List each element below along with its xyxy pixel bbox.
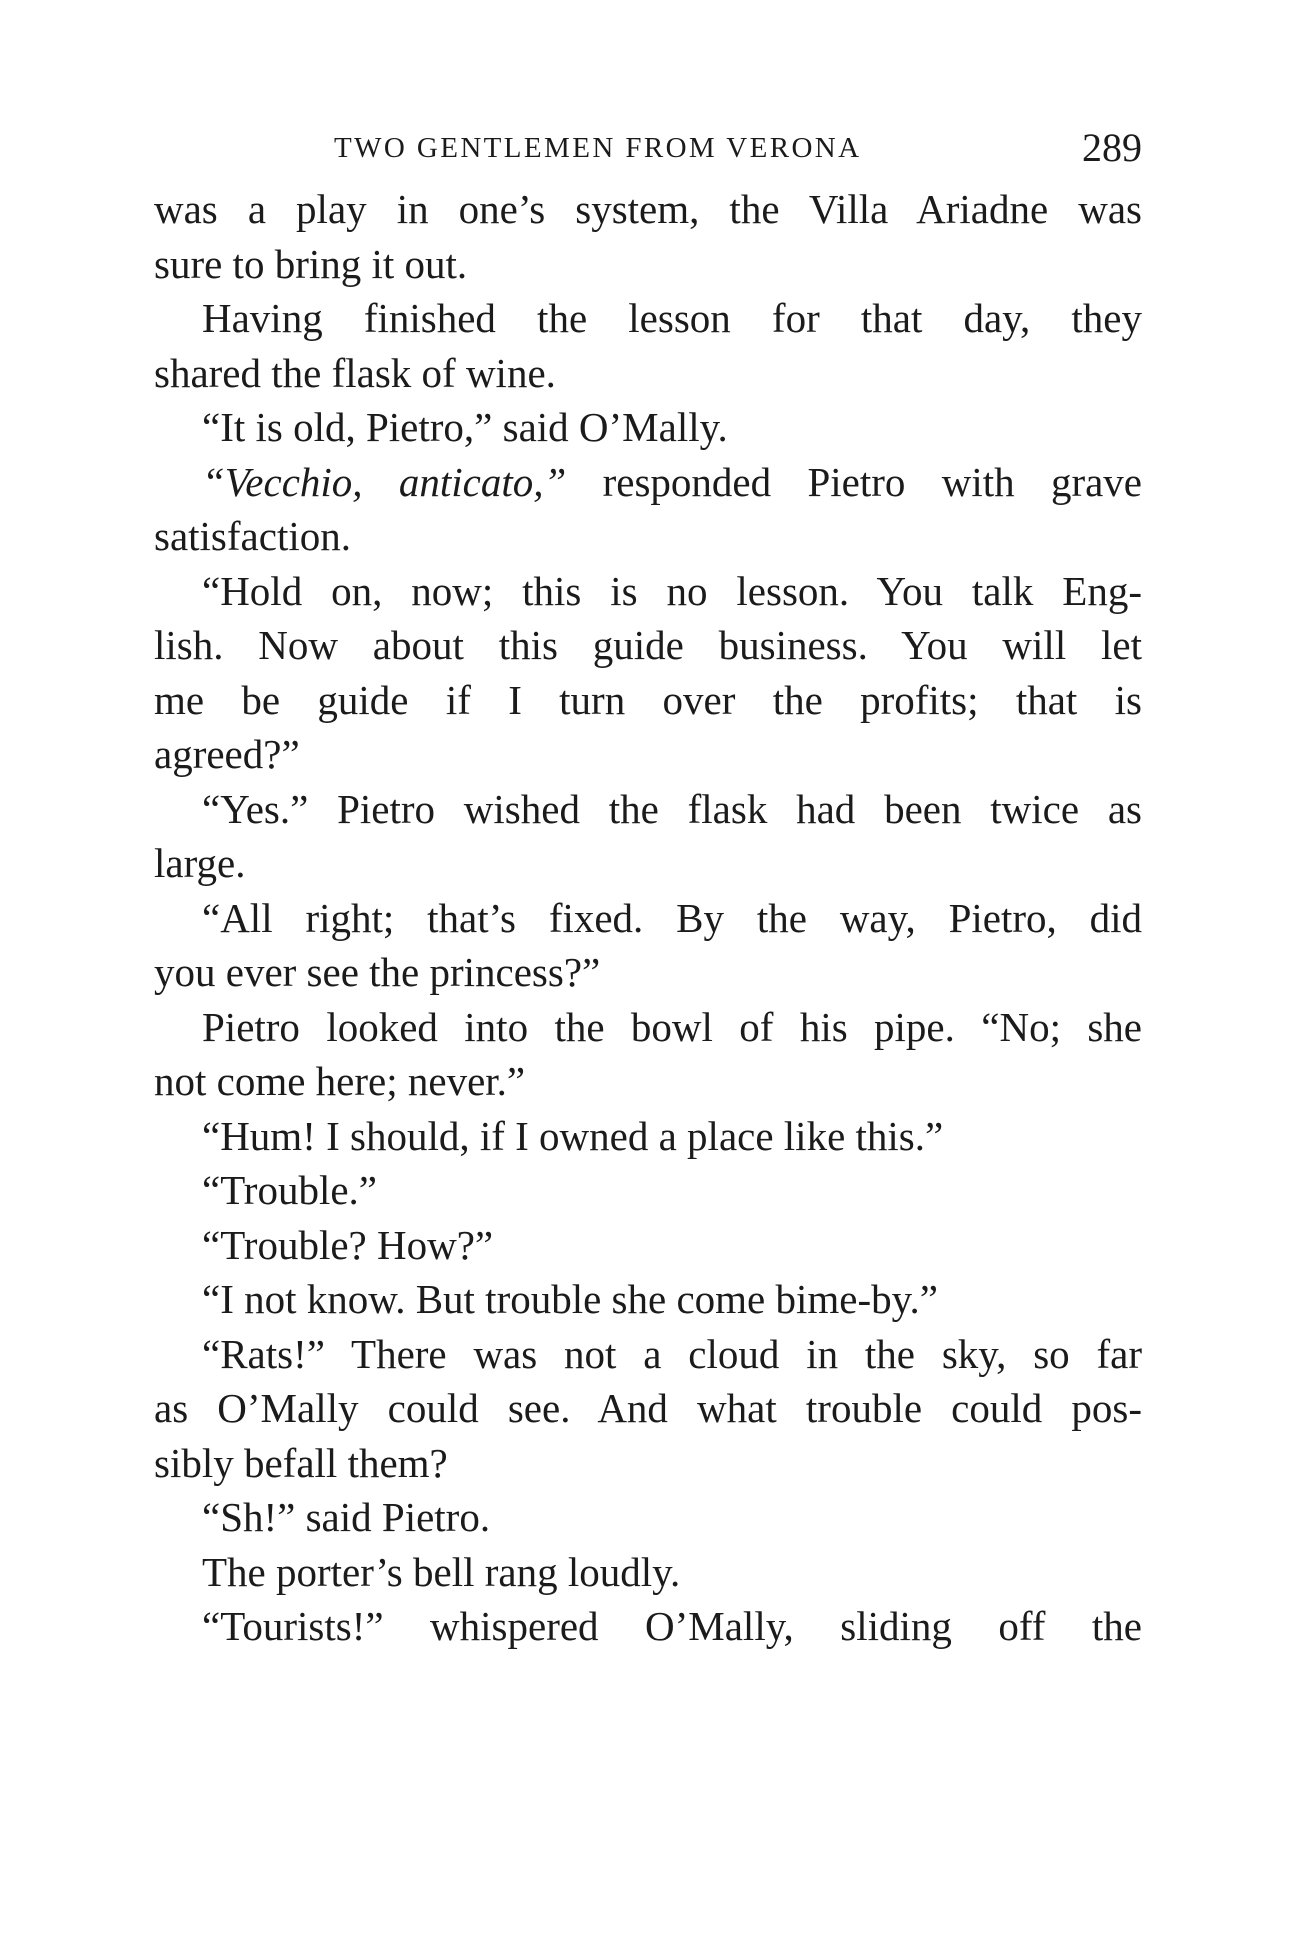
text-line: “I not know. But trouble she come bime-by.” <box>202 1276 938 1322</box>
text-line <box>154 455 1142 510</box>
text-line: you ever see the princess?” <box>154 949 601 995</box>
text-line: me be guide if I turn over the profits; that is <box>154 676 1142 723</box>
text-line: “Sh!” said Pietro. <box>202 1494 491 1540</box>
text-line: “Hold on, now; this is no lesson. You talk Eng- <box>202 567 1142 614</box>
text-line: “Trouble.” <box>202 1167 377 1213</box>
text-line: “Trouble? How?” <box>202 1221 494 1268</box>
text-line: “Rats!” There was not a cloud in the sky, so far <box>202 1330 1142 1377</box>
text-line: lish. Now about this guide business. You will let <box>154 622 1142 668</box>
text-line-rest: responded Pietro with grave <box>566 458 1142 505</box>
text-line: not come here; never.” <box>154 1058 526 1104</box>
text-line: was a play in one’s system, the Villa Ariadne was <box>154 186 1142 232</box>
body-text <box>154 182 1142 1654</box>
text-line: “Hum! I should, if I owned a place like this.” <box>202 1112 944 1159</box>
text-line: agreed?” <box>154 731 300 777</box>
italic-phrase: “Vecchio, anticato,” <box>202 458 567 505</box>
text-line: Pietro looked into the bowl of his pipe. “No; she <box>202 1003 1142 1050</box>
text-line: large. <box>154 840 246 886</box>
text-line: “Yes.” Pietro wished the flask had been twice as <box>202 785 1142 832</box>
page-number: 289 <box>1082 125 1142 170</box>
text-line: “Tourists!” whispered O’Mally, sliding off the <box>202 1603 1142 1649</box>
text-line: “All right; that’s fixed. By the way, Pietro, did <box>202 894 1142 941</box>
text-line: satisfaction. <box>154 513 351 559</box>
text-line: shared the flask of wine. <box>154 349 556 396</box>
text-line: sure to bring it out. <box>154 240 468 287</box>
text-line: sibly befall them? <box>154 1439 448 1486</box>
text-line: “It is old, Pietro,” said O’Mally. <box>202 404 728 450</box>
text-line: Having finished the lesson for that day, they <box>202 295 1142 341</box>
running-head <box>154 124 1142 174</box>
text-line: as O’Mally could see. And what trouble could pos- <box>154 1385 1142 1431</box>
text-line: The porter’s bell rang loudly. <box>202 1548 681 1595</box>
running-title: TWO GENTLEMEN FROM VERONA <box>334 132 862 164</box>
